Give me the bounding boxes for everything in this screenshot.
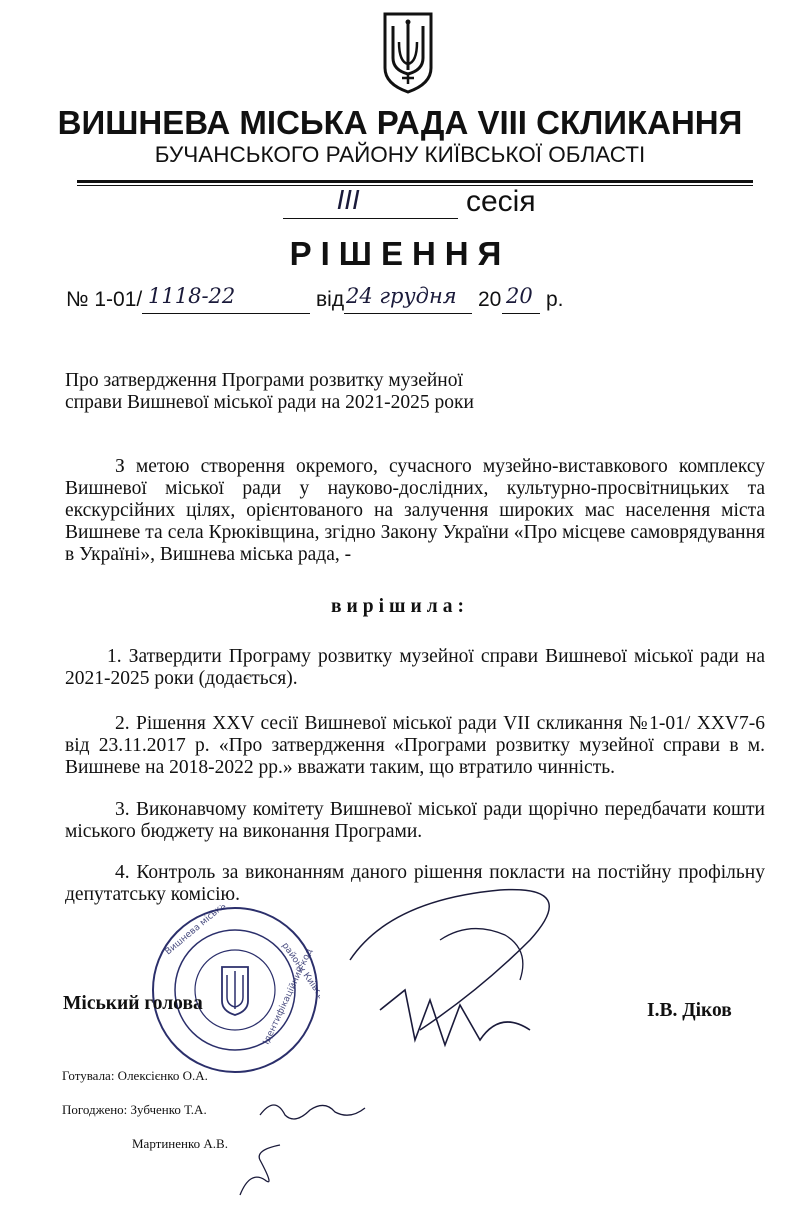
- approval-initials-1: [255, 1090, 375, 1130]
- prepared-by: Готувала: Олексієнко О.А.: [62, 1068, 208, 1083]
- signatory-position: Міський голова: [63, 993, 203, 1014]
- trident-coat-of-arms-icon: [382, 12, 434, 94]
- official-stamp: [150, 905, 320, 1075]
- agreed-by-2: Мартиненко А.В.: [132, 1136, 228, 1151]
- year-underline: [502, 313, 540, 314]
- decision-date-handwritten: 24 грудня: [346, 284, 457, 308]
- svg-text:Ідентифікаційний код: Ідентифікаційний код: [261, 947, 315, 1047]
- decision-item-4: 4. Контроль за виконанням даного рішення покласти на постійну профільну депутатську комісію.: [65, 862, 765, 905]
- agreed-by: Погоджено: Зубченко Т.А.: [62, 1102, 207, 1117]
- svg-text:району Київської: району Київської: [279, 940, 320, 1013]
- subject-line-1: Про затвердження Програми розвитку музейної: [65, 370, 463, 391]
- session-number-handwritten: III: [337, 186, 361, 216]
- decision-item-1: 1. Затвердити Програму розвитку музейної справи Вишневої міської ради на 2021-2025 роки (додається).: [65, 646, 765, 689]
- header-rule-thin: [77, 185, 753, 186]
- district-name: БУЧАНСЬКОГО РАЙОНУ КИЇВСЬКОЇ ОБЛАСТІ: [154, 142, 646, 167]
- svg-text:Вишнева міська рада Бучанськог: [164, 905, 297, 957]
- year-suffix: р.: [546, 288, 564, 311]
- year-prefix: 20: [478, 288, 502, 311]
- date-from-label: від: [316, 288, 345, 311]
- decision-number-prefix: № 1-01/: [66, 288, 143, 311]
- decision-subject: [65, 370, 515, 414]
- preamble-text: З метою створення окремого, сучасного музейно-виставкового комплексу Вишневої міської ради у науково-дослідних, культурно-просвітницьких та екскурсійних цілях, орієнтованого на залучення широких мас населення міста Вишневе та села Крюківщина, згідно Закону України «Про місцеве самоврядування в Україні», Вишнева міська рада, -: [65, 456, 765, 565]
- header-rule-thick: [77, 180, 753, 183]
- preamble-paragraph: [65, 456, 765, 566]
- decision-item-2: 2. Рішення XXV сесії Вишневої міської ради VII скликання №1-01/ XXV7-6 від 23.11.2017 р. «Про затвердження «Програми розвитку музейної справи в м. Вишневе на 2018-2022 рр.» вважати таким, що втратило чинність.: [65, 713, 765, 778]
- subject-line-2: справи Вишневої міської ради на 2021-2025 роки: [65, 392, 474, 413]
- decision-date-underline: [344, 313, 472, 314]
- decision-number-underline: [142, 313, 310, 314]
- decision-item-3: 3. Виконавчому комітету Вишневої міської ради щорічно передбачати кошти міського бюджету на виконання Програми.: [65, 799, 765, 842]
- document-type: РІШЕННЯ: [289, 235, 511, 272]
- mayor-signature: [330, 880, 630, 1070]
- resolved-heading: вирішила:: [331, 596, 469, 617]
- council-name: ВИШНЕВА МІСЬКА РАДА VIII СКЛИКАННЯ: [57, 104, 743, 141]
- session-label: сесія: [466, 185, 536, 218]
- session-underline: [283, 218, 458, 219]
- decision-number-handwritten: 1118-22: [148, 284, 236, 308]
- year-handwritten: 20: [506, 284, 533, 308]
- approval-initials-2: [230, 1140, 290, 1200]
- signatory-name: І.В. Діков: [647, 1000, 732, 1021]
